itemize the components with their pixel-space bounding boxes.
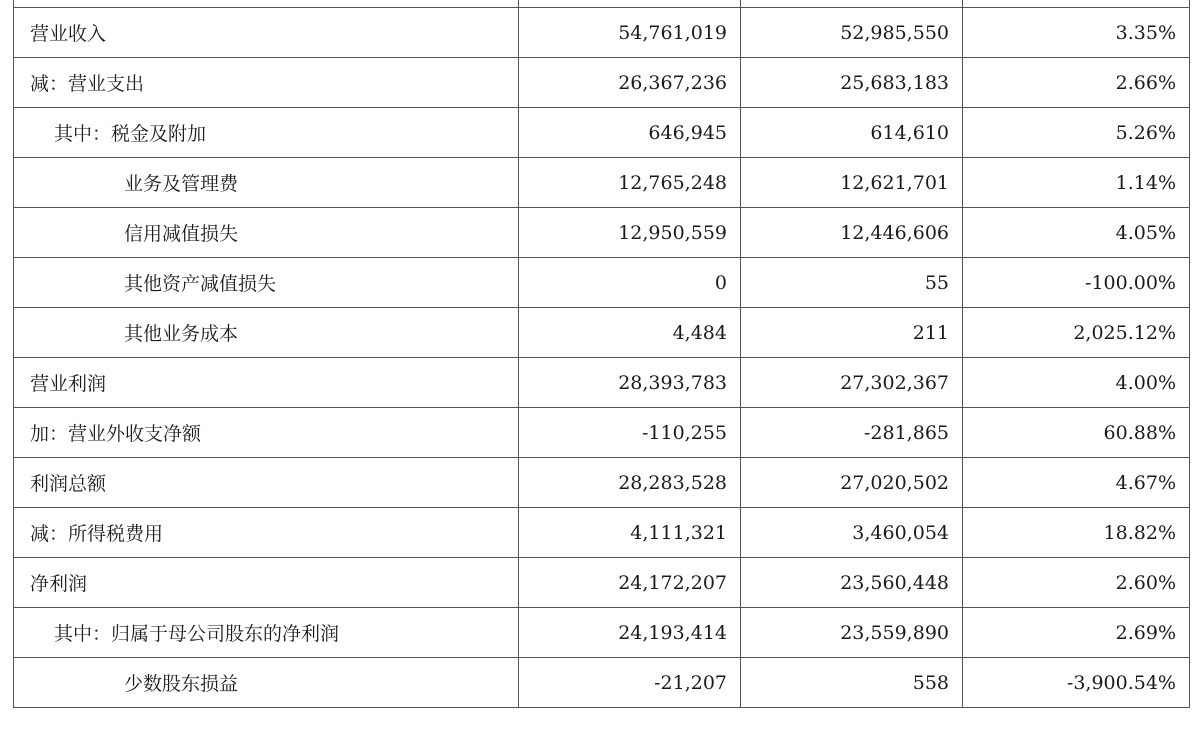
change-percent: -3,900.54%: [963, 658, 1190, 708]
prior-period-value: 211: [741, 308, 963, 358]
prior-period-value: 23,559,890: [741, 608, 963, 658]
row-label: 其他资产减值损失: [14, 258, 519, 308]
current-period-value: -21,207: [519, 658, 741, 708]
table-row: [14, 458, 1190, 508]
row-label: 利润总额: [14, 458, 519, 508]
row-label: [14, 0, 519, 8]
current-period-value: 24,193,414: [519, 608, 741, 658]
table-body: [14, 0, 1190, 708]
prior-period-value: 3,460,054: [741, 508, 963, 558]
row-label: 减：营业支出: [14, 58, 519, 108]
current-period-value: 0: [519, 258, 741, 308]
change-percent: [963, 0, 1190, 8]
row-label: 其中：归属于母公司股东的净利润: [14, 608, 519, 658]
row-label: 营业收入: [14, 8, 519, 58]
change-percent: 4.05%: [963, 208, 1190, 258]
change-percent: 3.35%: [963, 8, 1190, 58]
change-percent: 2.66%: [963, 58, 1190, 108]
table-row: [14, 208, 1190, 258]
prior-period-value: -281,865: [741, 408, 963, 458]
row-label: 信用减值损失: [14, 208, 519, 258]
current-period-value: 54,761,019: [519, 8, 741, 58]
change-percent: 4.00%: [963, 358, 1190, 408]
change-percent: -100.00%: [963, 258, 1190, 308]
current-period-value: 646,945: [519, 108, 741, 158]
row-label: 其中：税金及附加: [14, 108, 519, 158]
current-period-value: -110,255: [519, 408, 741, 458]
row-label: 业务及管理费: [14, 158, 519, 208]
row-label: 少数股东损益: [14, 658, 519, 708]
table-row: [14, 258, 1190, 308]
prior-period-value: 614,610: [741, 108, 963, 158]
current-period-value: 26,367,236: [519, 58, 741, 108]
prior-period-value: 558: [741, 658, 963, 708]
current-period-value: 28,283,528: [519, 458, 741, 508]
change-percent: 2.60%: [963, 558, 1190, 608]
prior-period-value: 27,020,502: [741, 458, 963, 508]
change-percent: 4.67%: [963, 458, 1190, 508]
table-row: [14, 108, 1190, 158]
row-label: 净利润: [14, 558, 519, 608]
table-row: [14, 358, 1190, 408]
change-percent: 1.14%: [963, 158, 1190, 208]
table-row: [14, 658, 1190, 708]
prior-period-value: 55: [741, 258, 963, 308]
change-percent: 2.69%: [963, 608, 1190, 658]
table-row: [14, 508, 1190, 558]
current-period-value: 4,111,321: [519, 508, 741, 558]
row-label: 减：所得税费用: [14, 508, 519, 558]
row-label: 营业利润: [14, 358, 519, 408]
table-row: [14, 308, 1190, 358]
prior-period-value: 12,621,701: [741, 158, 963, 208]
table-row: [14, 0, 1190, 8]
current-period-value: 12,765,248: [519, 158, 741, 208]
change-percent: 18.82%: [963, 508, 1190, 558]
income-statement-table: [13, 0, 1190, 708]
row-label: 其他业务成本: [14, 308, 519, 358]
prior-period-value: 27,302,367: [741, 358, 963, 408]
current-period-value: [519, 0, 741, 8]
current-period-value: 28,393,783: [519, 358, 741, 408]
table-row: [14, 608, 1190, 658]
current-period-value: 24,172,207: [519, 558, 741, 608]
prior-period-value: 23,560,448: [741, 558, 963, 608]
current-period-value: 4,484: [519, 308, 741, 358]
prior-period-value: 25,683,183: [741, 58, 963, 108]
table-row: [14, 408, 1190, 458]
prior-period-value: 12,446,606: [741, 208, 963, 258]
row-label: 加：营业外收支净额: [14, 408, 519, 458]
change-percent: 60.88%: [963, 408, 1190, 458]
current-period-value: 12,950,559: [519, 208, 741, 258]
change-percent: 2,025.12%: [963, 308, 1190, 358]
table-row: [14, 58, 1190, 108]
table-row: [14, 158, 1190, 208]
table-row: [14, 558, 1190, 608]
change-percent: 5.26%: [963, 108, 1190, 158]
prior-period-value: [741, 0, 963, 8]
table-row: [14, 8, 1190, 58]
prior-period-value: 52,985,550: [741, 8, 963, 58]
